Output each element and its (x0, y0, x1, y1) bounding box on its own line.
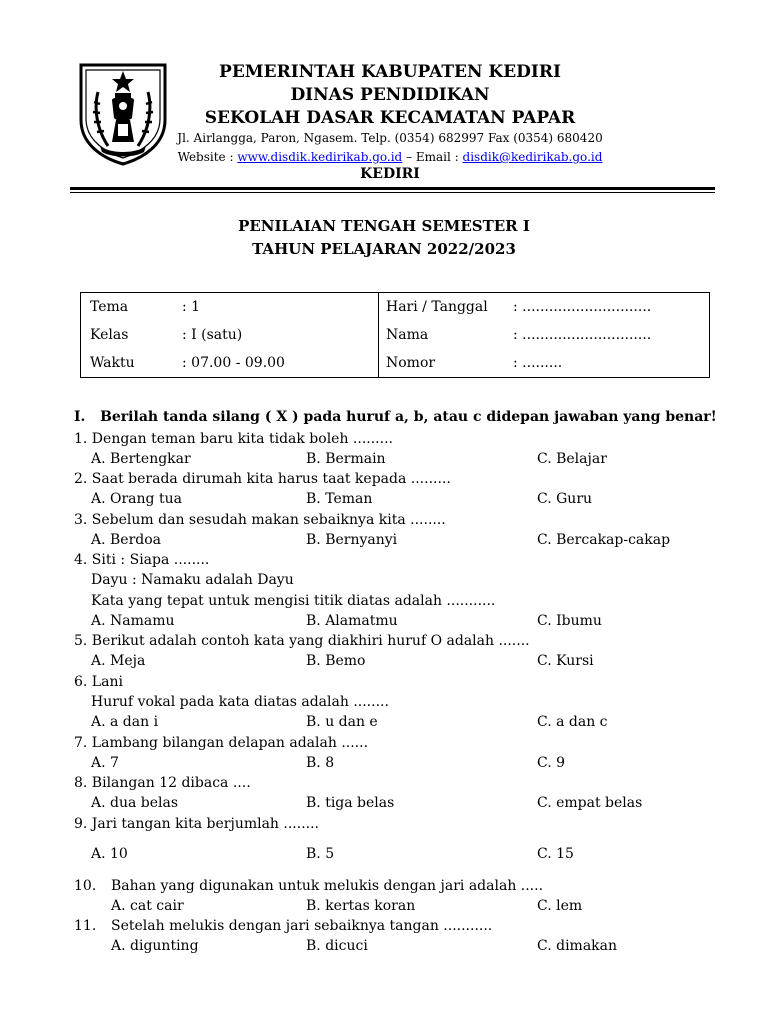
option-1-c: C. Belajar (537, 451, 607, 467)
header-address: Jl. Airlangga, Paron, Ngasem. Telp. (0354) 682997 Fax (0354) 680420 (177, 131, 603, 145)
question-6-line-2: Huruf vokal pada kata diatas adalah ........ (91, 694, 389, 710)
option-9-c: C. 15 (537, 846, 574, 862)
question-4-line-2: Dayu : Namaku adalah Dayu (91, 572, 294, 588)
option-4-c: C. Ibumu (537, 613, 602, 629)
info-label-tema: Tema (90, 299, 129, 315)
header-city: KEDIRI (360, 166, 420, 182)
option-1-b: B. Bermain (306, 451, 386, 467)
website-label: Website : (177, 150, 238, 164)
option-4-a: A. Namamu (91, 613, 175, 629)
info-value-nama: : ............................. (513, 327, 652, 343)
exam-title: PENILAIAN TENGAH SEMESTER I (238, 217, 530, 235)
header-rule-thin (70, 192, 715, 193)
option-8-a: A. dua belas (91, 795, 179, 811)
option-10-c: C. lem (537, 898, 583, 914)
exam-info-divider (378, 292, 379, 378)
info-label-nomor: Nomor (386, 355, 436, 371)
section-numeral: I. (74, 409, 86, 425)
header-rule-thick (70, 187, 715, 190)
section-instruction-text: Berilah tanda silang ( X ) pada huruf a, b, atau c didepan jawaban yang benar! (100, 409, 717, 425)
header-government: PEMERINTAH KABUPATEN KEDIRI (219, 62, 561, 82)
info-value-tema: : 1 (182, 299, 201, 315)
option-2-a: A. Orang tua (91, 491, 182, 507)
option-5-c: C. Kursi (537, 653, 594, 669)
option-2-c: C. Guru (537, 491, 593, 507)
option-6-c: C. a dan c (537, 714, 608, 730)
question-10: Bahan yang digunakan untuk melukis dengan jari adalah ..... (111, 878, 544, 894)
question-1: 1. Dengan teman baru kita tidak boleh ......... (74, 431, 393, 447)
email-link[interactable]: disdik@kedirikab.go.id (462, 150, 603, 164)
option-11-b: B. dicuci (306, 938, 368, 954)
question-9: 9. Jari tangan kita berjumlah ........ (74, 816, 319, 832)
option-5-b: B. Bemo (306, 653, 366, 669)
info-label-hari-tanggal: Hari / Tanggal (386, 299, 488, 315)
header-school: SEKOLAH DASAR KECAMATAN PAPAR (204, 108, 576, 128)
info-value-nomor: : ......... (513, 355, 563, 371)
option-1-a: A. Bertengkar (91, 451, 191, 467)
info-label-waktu: Waktu (90, 355, 135, 371)
option-6-a: A. a dan i (91, 714, 159, 730)
question-10-number: 10. (74, 878, 97, 894)
section-instruction (74, 409, 717, 425)
question-4-line-3: Kata yang tepat untuk mengisi titik diatas adalah ........... (91, 593, 496, 609)
option-11-c: C. dimakan (537, 938, 618, 954)
question-8: 8. Bilangan 12 dibaca .... (74, 775, 251, 791)
option-9-b: B. 5 (306, 846, 335, 862)
option-7-c: C. 9 (537, 755, 566, 771)
header-contact-line (160, 150, 620, 164)
question-7: 7. Lambang bilangan delapan adalah ...... (74, 735, 369, 751)
option-3-a: A. Berdoa (91, 532, 162, 548)
header-department: DINAS PENDIDIKAN (290, 85, 490, 105)
option-10-b: B. kertas koran (306, 898, 416, 914)
website-link[interactable]: www.disdik.kedirikab.go.id (237, 150, 403, 164)
option-8-c: C. empat belas (537, 795, 643, 811)
question-11: Setelah melukis dengan jari sebaiknya tangan ........... (111, 918, 493, 934)
option-7-b: B. 8 (306, 755, 335, 771)
info-value-waktu: : 07.00 - 09.00 (182, 355, 285, 371)
info-label-kelas: Kelas (90, 327, 129, 343)
option-3-b: B. Bernyanyi (306, 532, 398, 548)
kediri-crest-logo (78, 62, 168, 166)
question-6: 6. Lani (74, 674, 123, 690)
info-value-kelas: : I (satu) (182, 327, 243, 343)
option-5-a: A. Meja (91, 653, 146, 669)
question-5: 5. Berikut adalah contoh kata yang diakhiri huruf O adalah ....... (74, 633, 530, 649)
info-value-hari-tanggal: : ............................. (513, 299, 652, 315)
option-3-c: C. Bercakap-cakap (537, 532, 671, 548)
option-8-b: B. tiga belas (306, 795, 395, 811)
option-10-a: A. cat cair (111, 898, 184, 914)
option-11-a: A. digunting (111, 938, 199, 954)
question-4: 4. Siti : Siapa ........ (74, 552, 210, 568)
question-11-number: 11. (74, 918, 97, 934)
option-6-b: B. u dan e (306, 714, 378, 730)
academic-year: TAHUN PELAJARAN 2022/2023 (252, 240, 516, 258)
question-3: 3. Sebelum dan sesudah makan sebaiknya kita ........ (74, 512, 446, 528)
option-4-b: B. Alamatmu (306, 613, 398, 629)
option-9-a: A. 10 (91, 846, 128, 862)
option-7-a: A. 7 (91, 755, 119, 771)
option-2-b: B. Teman (306, 491, 373, 507)
question-2: 2. Saat berada dirumah kita harus taat kepada ......... (74, 471, 451, 487)
email-label: – Email : (402, 150, 463, 164)
info-label-nama: Nama (386, 327, 429, 343)
